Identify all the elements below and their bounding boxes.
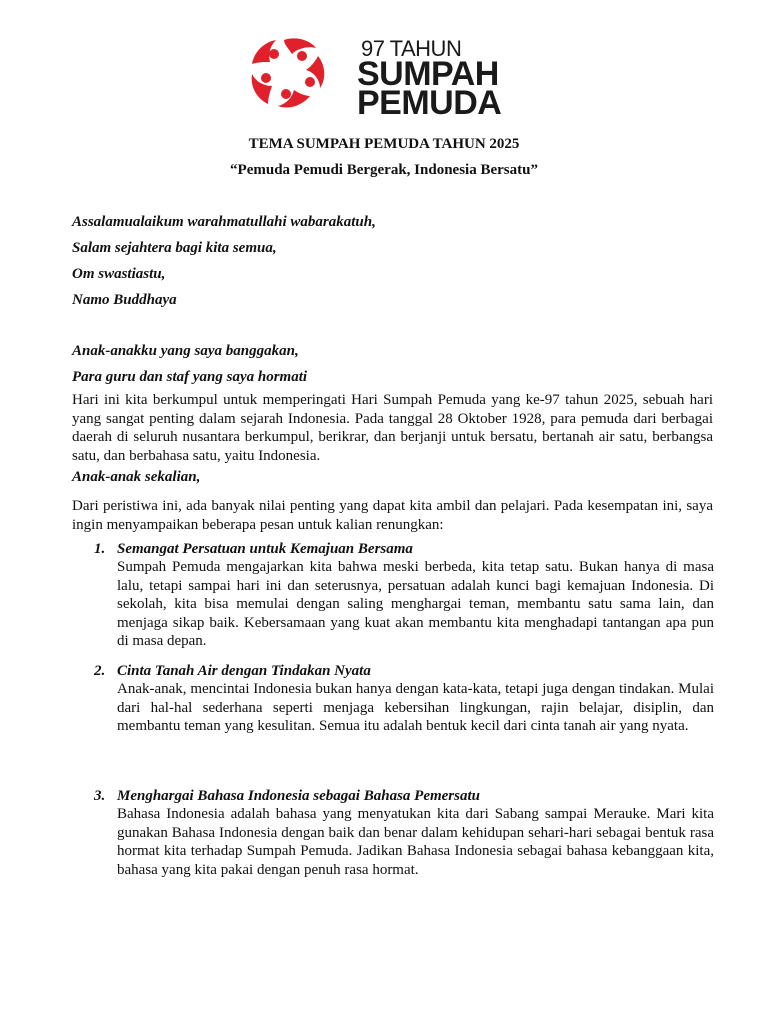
list-item-number: 2. [94, 663, 106, 679]
greeting-line: Assalamualaikum warahmatullahi wabarakatuh, [72, 214, 376, 230]
list-item-body: Sumpah Pemuda mengajarkan kita bahwa meski berbeda, kita tetap satu. Bukan hanya di masa lalu, tetapi sampai hari ini dan seterusnya, persatuan adalah kunci bagi kemajuan Indonesia. Di sekolah, kita bisa memulai dengan saling menghargai teman, membantu satu sama lain, dan menjaga sikap baik. Kebersamaan yang kuat akan membantu kita menghadapi tantangan apa pun di masa depan. [117, 559, 714, 649]
document-subtitle: “Pemuda Pemudi Bergerak, Indonesia Bersatu” [230, 162, 538, 178]
section-heading: Anak-anak sekalian, [72, 469, 201, 485]
greetings-block [72, 212, 376, 316]
document-title: TEMA SUMPAH PEMUDA TAHUN 2025 [248, 136, 520, 152]
paragraph-messages-intro: Dari peristiwa ini, ada banyak nilai penting yang dapat kita ambil dan pelajari. Pada kesempatan ini, saya ingin menyampaikan beberapa pesan untuk kalian renungkan: [72, 498, 713, 533]
greeting-line: Namo Buddhaya [72, 292, 177, 308]
list-item-heading [94, 540, 714, 558]
list-item-heading [94, 662, 714, 680]
list-item-body: Bahasa Indonesia adalah bahasa yang menyatukan kita dari Sabang sampai Merauke. Mari kita gunakan Bahasa Indonesia dengan baik dan benar dalam kehidupan sehari-hari sebagai bentuk rasa hormat kita terhadap Sumpah Pemuda. Jadikan Bahasa Indonesia sebagai bahasa kebanggaan kita, bahasa yang kita pakai dengan penuh rasa hormat. [117, 806, 714, 878]
list-item-title: Menghargai Bahasa Indonesia sebagai Bahasa Pemersatu [117, 788, 480, 804]
address-block [72, 341, 307, 393]
address-line: Para guru dan staf yang saya hormati [72, 369, 308, 385]
list-item [94, 540, 714, 651]
list-item-title: Semangat Persatuan untuk Kemajuan Bersama [117, 541, 413, 557]
logo-line-3: PEMUDA [357, 84, 502, 122]
sumpah-pemuda-logo [244, 34, 524, 122]
list-item [94, 787, 714, 879]
logo-line-2: SUMPAH [357, 55, 499, 93]
list-item-number: 1. [94, 541, 106, 557]
list-item-heading [94, 787, 714, 805]
list-item-body: Anak-anak, mencintai Indonesia bukan hanya dengan kata-kata, tetapi juga dengan tindakan. Mulai dari hal-hal sederhana seperti menjaga kebersihan lingkungan, rajin belajar, disiplin, dan membantu teman yang kesulitan. Semua itu adalah bentuk kecil dari cinta tanah air yang nyata. [117, 681, 714, 734]
list-item-number: 3. [94, 788, 106, 804]
logo-line-1: 97 TAHUN [361, 36, 462, 61]
paragraph-intro: Hari ini kita berkumpul untuk memperingati Hari Sumpah Pemuda yang ke-97 tahun 2025, sebuah hari yang sangat penting dalam sejarah Indonesia. Pada tanggal 28 Oktober 1928, para pemuda dari berbagai daerah di seluruh nusantara berkumpul, berikrar, dan berjanji untuk bersatu, bertanah air satu, berbangsa satu, dan berbahasa satu, yaitu Indonesia. [72, 392, 713, 464]
logo-swirl-icon [244, 34, 330, 114]
greeting-line: Salam sejahtera bagi kita semua, [72, 240, 277, 256]
address-line: Anak-anakku yang saya banggakan, [72, 343, 299, 359]
list-item-title: Cinta Tanah Air dengan Tindakan Nyata [117, 663, 371, 679]
list-item [94, 662, 714, 736]
greeting-line: Om swastiastu, [72, 266, 166, 282]
